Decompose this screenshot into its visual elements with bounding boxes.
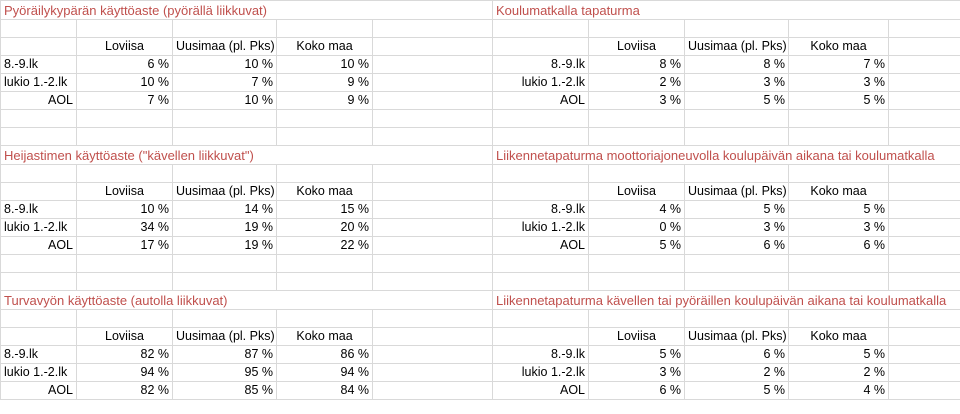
empty-cell[interactable] (789, 20, 889, 38)
empty-cell[interactable] (589, 165, 685, 183)
empty-cell[interactable] (373, 237, 493, 255)
empty-cell[interactable] (889, 183, 960, 201)
empty-cell[interactable] (685, 165, 789, 183)
empty-cell[interactable] (589, 310, 685, 328)
empty-cell[interactable] (373, 201, 493, 219)
empty-cell[interactable] (493, 183, 589, 201)
value-cell[interactable]: 10 % (77, 201, 173, 219)
empty-cell[interactable] (889, 310, 960, 328)
column-header[interactable]: Koko maa (789, 328, 889, 346)
empty-cell[interactable] (589, 273, 685, 291)
value-cell[interactable]: 95 % (173, 364, 277, 382)
value-cell[interactable]: 0 % (589, 219, 685, 237)
empty-cell[interactable] (589, 128, 685, 146)
empty-cell[interactable] (493, 20, 589, 38)
empty-cell[interactable] (277, 165, 373, 183)
empty-cell[interactable] (277, 255, 373, 273)
value-cell[interactable]: 94 % (77, 364, 173, 382)
row-label[interactable]: lukio 1.-2.lk (493, 219, 589, 237)
empty-cell[interactable] (373, 219, 493, 237)
empty-row (1, 20, 960, 38)
row-label[interactable]: 8.-9.lk (493, 346, 589, 364)
empty-cell[interactable] (277, 273, 373, 291)
empty-cell[interactable] (789, 110, 889, 128)
empty-cell[interactable] (889, 38, 960, 56)
empty-cell[interactable] (173, 20, 277, 38)
empty-cell[interactable] (589, 110, 685, 128)
empty-cell[interactable] (789, 310, 889, 328)
empty-cell[interactable] (77, 273, 173, 291)
empty-cell[interactable] (685, 273, 789, 291)
value-cell[interactable]: 7 % (173, 74, 277, 92)
row-label[interactable]: lukio 1.-2.lk (493, 364, 589, 382)
data-row (1, 346, 960, 364)
value-cell[interactable]: 4 % (789, 382, 889, 400)
data-row (1, 219, 960, 237)
empty-cell[interactable] (373, 364, 493, 382)
value-cell[interactable]: 15 % (277, 201, 373, 219)
value-cell[interactable]: 6 % (685, 237, 789, 255)
empty-row (1, 255, 960, 273)
empty-cell[interactable] (1, 183, 77, 201)
column-header[interactable]: Uusimaa (pl. Pks) (685, 183, 789, 201)
empty-cell[interactable] (685, 20, 789, 38)
empty-row (1, 310, 960, 328)
empty-cell[interactable] (889, 165, 960, 183)
empty-cell[interactable] (1, 128, 77, 146)
column-header[interactable]: Loviisa (589, 183, 685, 201)
empty-cell[interactable] (493, 273, 589, 291)
empty-cell[interactable] (373, 110, 493, 128)
value-cell[interactable]: 94 % (277, 364, 373, 382)
section-title-row (1, 146, 960, 165)
value-cell[interactable]: 2 % (589, 74, 685, 92)
row-label[interactable]: lukio 1.-2.lk (1, 219, 77, 237)
value-cell[interactable]: 84 % (277, 382, 373, 400)
value-cell[interactable]: 3 % (589, 364, 685, 382)
value-cell[interactable]: 3 % (789, 219, 889, 237)
value-cell[interactable]: 3 % (685, 219, 789, 237)
empty-cell[interactable] (889, 273, 960, 291)
value-cell[interactable]: 5 % (789, 201, 889, 219)
column-header[interactable]: Koko maa (277, 328, 373, 346)
row-label[interactable]: 8.-9.lk (1, 201, 77, 219)
empty-cell[interactable] (77, 128, 173, 146)
value-cell[interactable]: 5 % (685, 201, 789, 219)
empty-cell[interactable] (173, 165, 277, 183)
empty-cell[interactable] (1, 273, 77, 291)
column-header-row (1, 328, 960, 346)
empty-cell[interactable] (373, 38, 493, 56)
value-cell[interactable]: 14 % (173, 201, 277, 219)
empty-cell[interactable] (889, 20, 960, 38)
value-cell[interactable]: 10 % (77, 74, 173, 92)
column-header[interactable]: Uusimaa (pl. Pks) (173, 183, 277, 201)
empty-cell[interactable] (373, 273, 493, 291)
empty-cell[interactable] (173, 273, 277, 291)
empty-cell[interactable] (373, 74, 493, 92)
empty-cell[interactable] (685, 110, 789, 128)
section-title-left[interactable]: Turvavyön käyttöaste (autolla liikkuvat) (1, 291, 493, 310)
empty-row (1, 128, 960, 146)
row-label[interactable]: AOL (1, 237, 77, 255)
empty-cell[interactable] (889, 346, 960, 364)
section-title-right[interactable]: Liikennetapaturma moottoriajoneuvolla koulupäivän aikana tai koulumatkalla (493, 146, 960, 165)
value-cell[interactable]: 19 % (173, 219, 277, 237)
section-title-left[interactable]: Heijastimen käyttöaste ("kävellen liikkuvat") (1, 146, 493, 165)
value-cell[interactable]: 20 % (277, 219, 373, 237)
empty-cell[interactable] (373, 346, 493, 364)
empty-cell[interactable] (373, 310, 493, 328)
value-cell[interactable]: 10 % (277, 56, 373, 74)
data-row (1, 74, 960, 92)
empty-cell[interactable] (685, 255, 789, 273)
empty-cell[interactable] (1, 255, 77, 273)
value-cell[interactable]: 2 % (685, 364, 789, 382)
empty-cell[interactable] (373, 20, 493, 38)
empty-cell[interactable] (77, 165, 173, 183)
empty-cell[interactable] (373, 255, 493, 273)
empty-cell[interactable] (1, 110, 77, 128)
empty-cell[interactable] (889, 74, 960, 92)
empty-cell[interactable] (889, 382, 960, 400)
value-cell[interactable]: 22 % (277, 237, 373, 255)
value-cell[interactable]: 34 % (77, 219, 173, 237)
empty-cell[interactable] (277, 128, 373, 146)
value-cell[interactable]: 4 % (589, 201, 685, 219)
empty-cell[interactable] (173, 310, 277, 328)
empty-cell[interactable] (789, 165, 889, 183)
empty-cell[interactable] (373, 92, 493, 110)
column-header[interactable]: Loviisa (77, 183, 173, 201)
column-header[interactable]: Uusimaa (pl. Pks) (173, 328, 277, 346)
value-cell[interactable]: 17 % (77, 237, 173, 255)
empty-cell[interactable] (493, 165, 589, 183)
empty-cell[interactable] (493, 310, 589, 328)
empty-cell[interactable] (373, 56, 493, 74)
column-header[interactable]: Koko maa (277, 38, 373, 56)
empty-row (1, 110, 960, 128)
row-label[interactable]: AOL (493, 237, 589, 255)
empty-cell[interactable] (493, 38, 589, 56)
data-row (1, 201, 960, 219)
data-row (1, 237, 960, 255)
empty-cell[interactable] (1, 328, 77, 346)
empty-cell[interactable] (77, 310, 173, 328)
section-title-right[interactable]: Koulumatkalla tapaturma (493, 1, 960, 20)
empty-cell[interactable] (1, 310, 77, 328)
value-cell[interactable]: 86 % (277, 346, 373, 364)
row-label[interactable]: lukio 1.-2.lk (493, 74, 589, 92)
empty-cell[interactable] (889, 56, 960, 74)
value-cell[interactable]: 82 % (77, 346, 173, 364)
column-header[interactable]: Koko maa (789, 183, 889, 201)
empty-row (1, 273, 960, 291)
value-cell[interactable]: 3 % (685, 74, 789, 92)
empty-cell[interactable] (789, 128, 889, 146)
row-label[interactable]: AOL (493, 92, 589, 110)
empty-cell[interactable] (77, 20, 173, 38)
empty-cell[interactable] (1, 38, 77, 56)
column-header[interactable]: Koko maa (789, 38, 889, 56)
empty-cell[interactable] (685, 128, 789, 146)
value-cell[interactable]: 10 % (173, 92, 277, 110)
empty-cell[interactable] (277, 110, 373, 128)
value-cell[interactable]: 6 % (589, 382, 685, 400)
empty-cell[interactable] (493, 110, 589, 128)
column-header[interactable]: Loviisa (589, 328, 685, 346)
empty-cell[interactable] (889, 364, 960, 382)
section-title-left[interactable]: Pyöräilykypärän käyttöaste (pyörällä liikkuvat) (1, 1, 493, 20)
empty-row (1, 165, 960, 183)
row-label[interactable]: 8.-9.lk (493, 201, 589, 219)
empty-cell[interactable] (373, 165, 493, 183)
value-cell[interactable]: 85 % (173, 382, 277, 400)
value-cell[interactable]: 8 % (589, 56, 685, 74)
empty-cell[interactable] (1, 20, 77, 38)
value-cell[interactable]: 87 % (173, 346, 277, 364)
section-title-row (1, 1, 960, 20)
empty-cell[interactable] (373, 382, 493, 400)
empty-cell[interactable] (173, 128, 277, 146)
row-label[interactable]: 8.-9.lk (1, 56, 77, 74)
empty-cell[interactable] (493, 255, 589, 273)
value-cell[interactable]: 6 % (789, 237, 889, 255)
empty-cell[interactable] (493, 128, 589, 146)
value-cell[interactable]: 7 % (789, 56, 889, 74)
column-header-row (1, 183, 960, 201)
column-header[interactable]: Uusimaa (pl. Pks) (173, 38, 277, 56)
row-label[interactable]: 8.-9.lk (1, 346, 77, 364)
data-row (1, 382, 960, 400)
value-cell[interactable]: 82 % (77, 382, 173, 400)
empty-cell[interactable] (77, 110, 173, 128)
column-header[interactable]: Loviisa (589, 38, 685, 56)
data-row (1, 92, 960, 110)
value-cell[interactable]: 2 % (789, 364, 889, 382)
value-cell[interactable]: 5 % (685, 382, 789, 400)
value-cell[interactable]: 6 % (77, 56, 173, 74)
empty-cell[interactable] (889, 128, 960, 146)
empty-cell[interactable] (173, 110, 277, 128)
column-header[interactable]: Uusimaa (pl. Pks) (685, 38, 789, 56)
empty-cell[interactable] (373, 128, 493, 146)
empty-cell[interactable] (889, 92, 960, 110)
value-cell[interactable]: 6 % (685, 346, 789, 364)
row-label[interactable]: 8.-9.lk (493, 56, 589, 74)
value-cell[interactable]: 5 % (789, 346, 889, 364)
value-cell[interactable]: 9 % (277, 92, 373, 110)
row-label[interactable]: lukio 1.-2.lk (1, 364, 77, 382)
empty-cell[interactable] (889, 328, 960, 346)
empty-cell[interactable] (789, 255, 889, 273)
row-label[interactable]: AOL (493, 382, 589, 400)
value-cell[interactable]: 3 % (789, 74, 889, 92)
column-header[interactable]: Loviisa (77, 328, 173, 346)
empty-cell[interactable] (589, 20, 685, 38)
column-header[interactable]: Koko maa (277, 183, 373, 201)
empty-cell[interactable] (373, 183, 493, 201)
data-row (1, 364, 960, 382)
empty-cell[interactable] (589, 255, 685, 273)
empty-cell[interactable] (277, 20, 373, 38)
section-title-row (1, 291, 960, 310)
value-cell[interactable]: 5 % (589, 346, 685, 364)
section-title-right[interactable]: Liikennetapaturma kävellen tai pyöräillen koulupäivän aikana tai koulumatkalla (493, 291, 960, 310)
empty-cell[interactable] (1, 165, 77, 183)
empty-cell[interactable] (685, 310, 789, 328)
empty-cell[interactable] (173, 255, 277, 273)
column-header[interactable]: Loviisa (77, 38, 173, 56)
value-cell[interactable]: 5 % (589, 237, 685, 255)
empty-cell[interactable] (77, 255, 173, 273)
empty-cell[interactable] (373, 328, 493, 346)
row-label[interactable]: AOL (1, 382, 77, 400)
empty-cell[interactable] (493, 328, 589, 346)
empty-cell[interactable] (277, 310, 373, 328)
empty-cell[interactable] (889, 237, 960, 255)
value-cell[interactable]: 5 % (789, 92, 889, 110)
empty-cell[interactable] (889, 201, 960, 219)
value-cell[interactable]: 9 % (277, 74, 373, 92)
row-label[interactable]: lukio 1.-2.lk (1, 74, 77, 92)
empty-cell[interactable] (889, 110, 960, 128)
value-cell[interactable]: 7 % (77, 92, 173, 110)
value-cell[interactable]: 19 % (173, 237, 277, 255)
data-row (1, 56, 960, 74)
empty-cell[interactable] (889, 219, 960, 237)
column-header-row (1, 38, 960, 56)
value-cell[interactable]: 8 % (685, 56, 789, 74)
value-cell[interactable]: 10 % (173, 56, 277, 74)
value-cell[interactable]: 3 % (589, 92, 685, 110)
empty-cell[interactable] (789, 273, 889, 291)
empty-cell[interactable] (889, 255, 960, 273)
column-header[interactable]: Uusimaa (pl. Pks) (685, 328, 789, 346)
row-label[interactable]: AOL (1, 92, 77, 110)
value-cell[interactable]: 5 % (685, 92, 789, 110)
